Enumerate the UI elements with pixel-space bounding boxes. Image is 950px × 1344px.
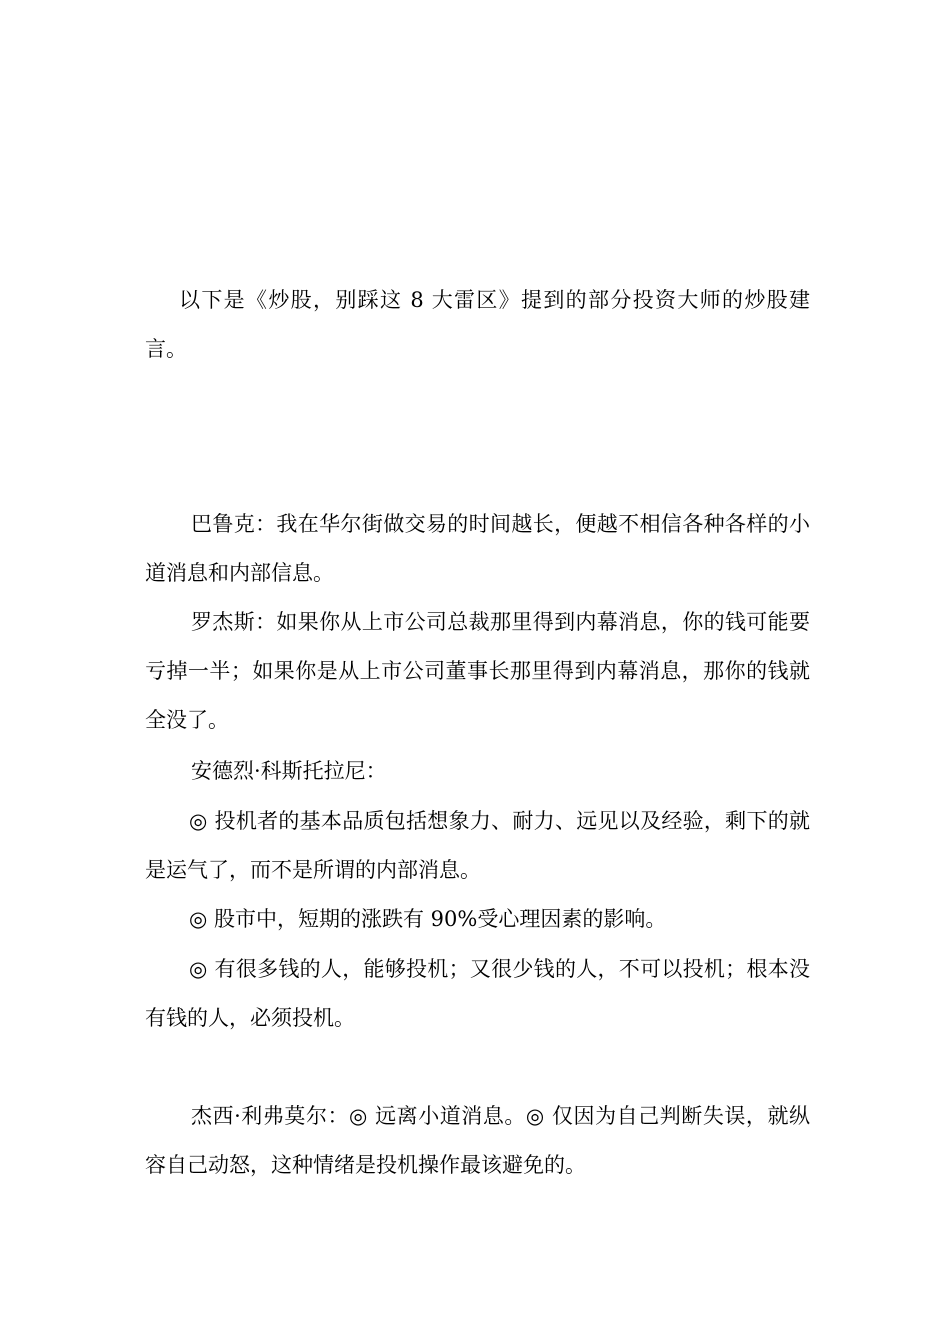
baruch-quote: 巴鲁克：我在华尔街做交易的时间越长，便越不相信各种各样的小道消息和内部信息。 xyxy=(145,512,810,585)
kostolany-item: ◎ 有很多钱的人，能够投机；又很少钱的人，不可以投机；根本没有钱的人，必须投机。 xyxy=(145,957,810,1030)
kostolany-item: ◎ 投机者的基本品质包括想象力、耐力、远见以及经验，剩下的就是运气了，而不是所谓的内部消息。 xyxy=(145,809,810,882)
kostolany-item: ◎ 股市中，短期的涨跌有 90%受心理因素的影响。 xyxy=(189,907,667,931)
intro-paragraph: 以下是《炒股，别踩这 8 大雷区》提到的部分投资大师的炒股建言。 xyxy=(145,288,810,361)
kostolany-heading: 安德烈·科斯托拉尼： xyxy=(191,759,387,783)
rogers-quote: 罗杰斯：如果你从上市公司总裁那里得到内幕消息，你的钱可能要亏掉一半；如果你是从上市公司董事长那里得到内幕消息，那你的钱就全没了。 xyxy=(145,610,810,732)
livermore-quote: 杰西·利弗莫尔：◎ 远离小道消息。◎ 仅因为自己判断失误，就纵容自己动怒，这种情绪是投机操作最该避免的。 xyxy=(145,1104,810,1177)
